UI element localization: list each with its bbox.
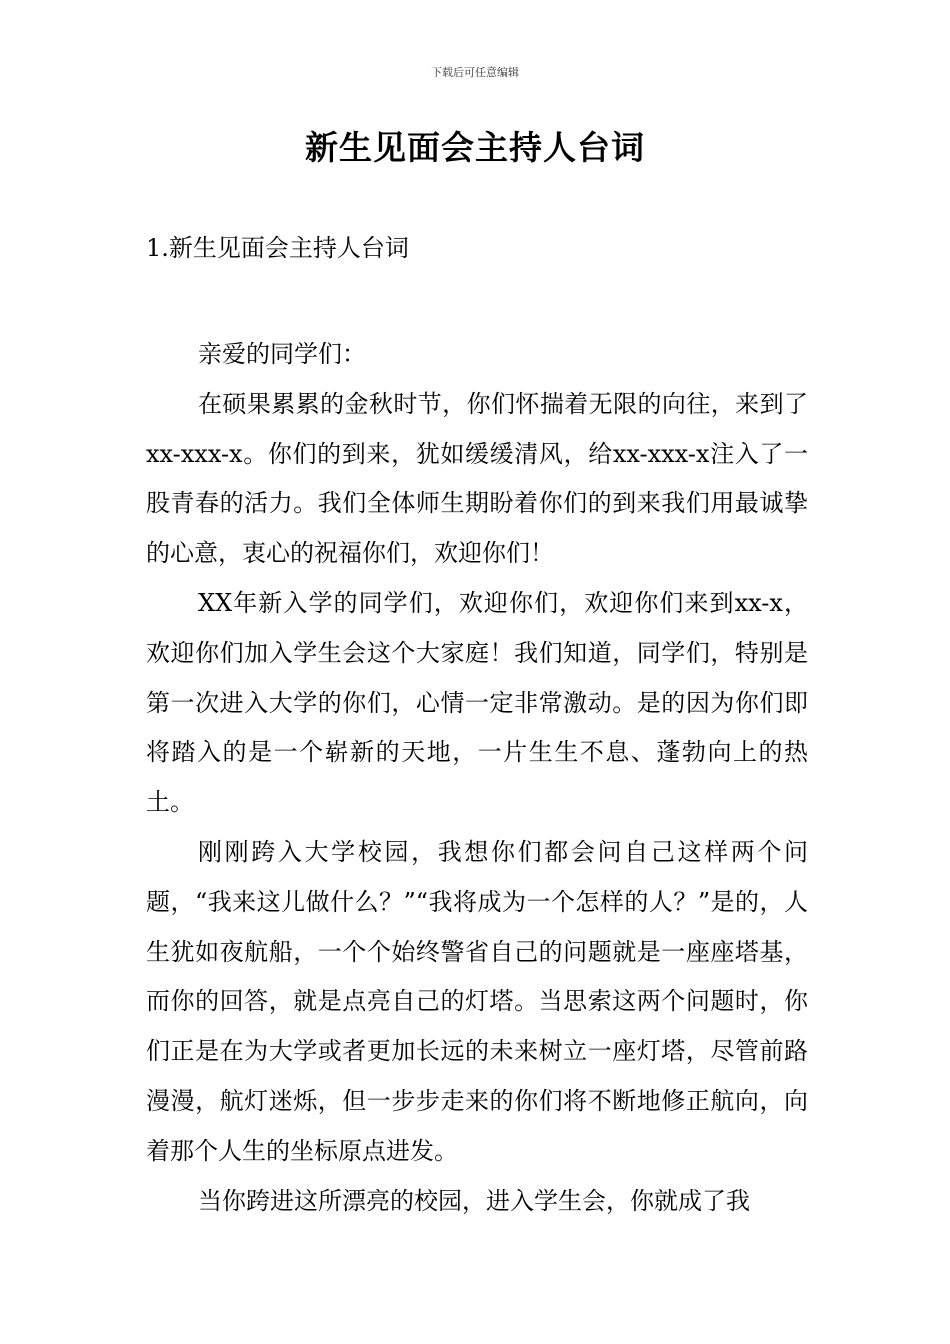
- paragraph: XX年新入学的同学们，欢迎你们，欢迎你们来到xx-x，欢迎你们加入学生会这个大家庭！我们知道，同学们，特别是第一次进入大学的你们，心情一定非常激动。是的因为你们即将踏入的是一个崭新的天地，一片生生不息、蓬勃向上的热土。: [146, 588, 808, 817]
- header-note: 下载后可任意编辑: [431, 66, 519, 79]
- salutation: 亲爱的同学们：: [198, 340, 366, 368]
- paragraph: 当你跨进这所漂亮的校园，进入学生会，你就成了我: [198, 1186, 750, 1215]
- paragraph: 刚刚跨入大学校园，我想你们都会问自己这样两个问题，“我来这儿做什么？”“我将成为一个怎样的人？”是的，人生犹如夜航船，一个个始终警省自己的问题就是一座座塔基，而你的回答，就是点亮自己的灯塔。当思索这两个问题时，你们正是在为大学或者更加长远的未来树立一座灯塔，尽管前路漫漫，航灯迷烁，但一步步走来的你们将不断地修正航向，向着那个人生的坐标原点进发。: [146, 837, 808, 1165]
- document-title: 新生见面会主持人台词: [305, 128, 645, 167]
- paragraph: 在硕果累累的金秋时节，你们怀揣着无限的向往，来到了xx-xxx-x。你们的到来，犹如缓缓清风，给xx-xxx-x注入了一股青春的活力。我们全体师生期盼着你们的到来我们用最诚挚的心意，衷心的祝福你们，欢迎你们！: [146, 389, 808, 568]
- body-text: [146, 330, 808, 1226]
- section-heading: 1.新生见面会主持人台词: [146, 234, 409, 262]
